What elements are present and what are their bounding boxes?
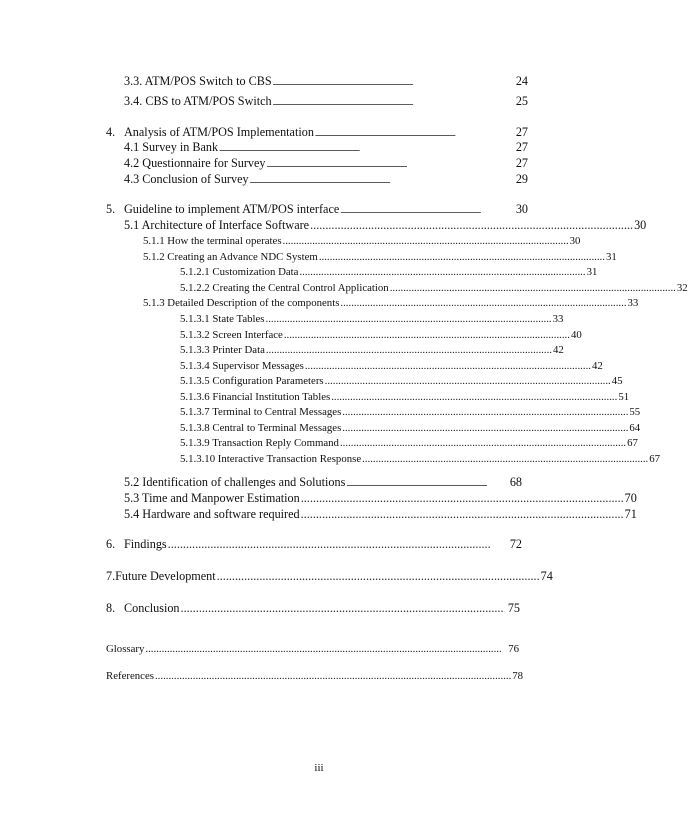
toc-entry-title: References xyxy=(106,670,154,682)
toc-entry-title: Guideline to implement ATM/POS interface xyxy=(124,202,340,216)
leader-dots: .......................................................................................................... xyxy=(282,235,569,247)
toc-entry-number: 7. xyxy=(106,569,116,583)
toc-entry-title: 4.3 Conclusion of Survey xyxy=(124,172,249,186)
toc-entry-title: 5.1.3.7 Terminal to Central Messages xyxy=(180,406,342,418)
toc-entry[interactable] xyxy=(124,140,528,155)
toc-entry-page: 31 xyxy=(605,251,617,263)
toc-entry-title: 5.1 Architecture of Interface Software xyxy=(124,218,310,232)
leader-dots: .......................................................................................................... xyxy=(265,313,552,325)
leader-dots: .................................................................................................................................... xyxy=(145,643,502,655)
toc-entry[interactable] xyxy=(180,313,564,325)
toc-entry-number: 8. xyxy=(106,601,116,615)
toc-entry-title: 5.3 Time and Manpower Estimation xyxy=(124,491,300,505)
toc-entry-title: 3.3. ATM/POS Switch to CBS xyxy=(124,74,272,88)
toc-entry-title: 5.1.2.1 Customization Data xyxy=(180,266,299,278)
toc-entry[interactable] xyxy=(106,125,528,140)
toc-entry-title: 5.1.3.10 Interactive Transaction Response xyxy=(180,453,362,465)
toc-entry-title: 5.1.3.5 Configuration Parameters xyxy=(180,375,324,387)
leader-dots: ............................................................................................................................................ xyxy=(219,144,360,153)
toc-entry[interactable] xyxy=(106,670,524,682)
toc-entry[interactable] xyxy=(180,422,641,434)
leader-dots: .......................................................................................................... xyxy=(389,282,676,294)
toc-entry[interactable] xyxy=(180,375,623,387)
page-number: iii xyxy=(314,762,324,774)
toc-entry[interactable] xyxy=(106,601,520,616)
toc-entry-page: 30 xyxy=(569,235,581,247)
toc-entry-page: 76 xyxy=(508,643,519,655)
toc-entry[interactable] xyxy=(106,643,519,655)
toc-entry-title: Conclusion xyxy=(124,601,180,615)
toc-entry-title: 3.4. CBS to ATM/POS Switch xyxy=(124,94,272,108)
toc-entry-title: Findings xyxy=(124,537,167,551)
toc-entry-title: Glossary xyxy=(106,643,145,655)
toc-entry-page: 67 xyxy=(649,453,661,465)
toc-entry[interactable] xyxy=(180,360,603,372)
leader-dots: .......................................................................................................... xyxy=(216,569,540,583)
toc-entry[interactable] xyxy=(124,507,637,522)
leader-dots: .......................................................................................................... xyxy=(300,507,624,521)
toc-entry[interactable] xyxy=(180,437,638,449)
toc-entry-page: 27 xyxy=(515,125,528,139)
leader-dots: ............................................................................................................................................ xyxy=(346,479,487,488)
toc-entry-page: 30 xyxy=(634,218,647,232)
toc-entry[interactable] xyxy=(106,569,553,584)
toc-entry-title: 5.1.1 How the terminal operates xyxy=(143,235,282,247)
toc-entry-page: 32 xyxy=(676,282,688,294)
toc-entry-page: 67 xyxy=(627,437,638,449)
leader-dots: .................................................................................................................................... xyxy=(154,670,512,682)
toc-entry-page: 51 xyxy=(618,391,630,403)
toc-entry-page: 33 xyxy=(552,313,564,325)
toc-entry-number: 4. xyxy=(106,125,116,139)
leader-dots: .......................................................................................................... xyxy=(167,537,491,551)
toc-entry[interactable] xyxy=(143,251,617,263)
toc-entry-title: Future Development xyxy=(115,569,216,583)
toc-entry-page: 68 xyxy=(509,475,522,489)
toc-entry[interactable] xyxy=(124,491,637,506)
toc-entry-title: 5.4 Hardware and software required xyxy=(124,507,300,521)
toc-entry-page: 24 xyxy=(515,74,528,88)
toc-entry-page: 78 xyxy=(512,670,524,682)
toc-entry-title: 5.1.3.6 Financial Institution Tables xyxy=(180,391,331,403)
leader-dots: .......................................................................................................... xyxy=(310,218,634,232)
leader-dots: ............................................................................................................................................ xyxy=(266,160,407,169)
toc-entry-title: Analysis of ATM/POS Implementation xyxy=(124,125,314,139)
leader-dots: .......................................................................................................... xyxy=(318,251,605,263)
toc-entry-page: 74 xyxy=(540,569,553,583)
leader-dots: .......................................................................................................... xyxy=(340,297,627,309)
toc-entry[interactable] xyxy=(180,266,598,278)
leader-dots: ............................................................................................................................................ xyxy=(249,176,390,185)
leader-dots: .......................................................................................................... xyxy=(300,491,624,505)
toc-entry-page: 27 xyxy=(515,140,528,154)
leader-dots: .......................................................................................................... xyxy=(283,329,570,341)
leader-dots: .......................................................................................................... xyxy=(324,375,611,387)
toc-entry-page: 42 xyxy=(591,360,603,372)
toc-entry-page: 64 xyxy=(629,422,641,434)
toc-entry[interactable] xyxy=(124,74,528,89)
toc-entry[interactable] xyxy=(180,282,688,294)
leader-dots: ............................................................................................................................................ xyxy=(340,206,481,215)
toc-entry-title: 4.2 Questionnaire for Survey xyxy=(124,156,266,170)
toc-entry-page: 33 xyxy=(627,297,639,309)
toc-entry-page: 31 xyxy=(586,266,598,278)
toc-entry[interactable] xyxy=(180,391,630,403)
toc-entry[interactable] xyxy=(124,94,528,109)
toc-entry-title: 5.1.3.9 Transaction Reply Command xyxy=(180,437,339,449)
toc-entry-title: 5.1.3 Detailed Description of the components xyxy=(143,297,340,309)
toc-entry-page: 45 xyxy=(611,375,623,387)
toc-entry-title: 5.1.3.8 Central to Terminal Messages xyxy=(180,422,342,434)
leader-dots: .......................................................................................................... xyxy=(339,437,627,449)
toc-entry-page: 70 xyxy=(624,491,637,505)
toc-entry-page: 25 xyxy=(515,94,528,108)
toc-entry-title: 5.1.3.1 State Tables xyxy=(180,313,265,325)
toc-entry[interactable] xyxy=(124,172,528,187)
toc-entry-page: 75 xyxy=(507,601,520,615)
toc-entry[interactable] xyxy=(143,297,639,309)
toc-entry[interactable] xyxy=(180,329,582,341)
toc-entry-title: 5.1.2 Creating an Advance NDC System xyxy=(143,251,318,263)
toc-entry-title: 5.2 Identification of challenges and Solutions xyxy=(124,475,346,489)
toc-entry-page: 72 xyxy=(509,537,522,551)
leader-dots: ............................................................................................................................................ xyxy=(272,78,413,87)
toc-entry[interactable] xyxy=(143,235,581,247)
leader-dots: .......................................................................................................... xyxy=(362,453,649,465)
toc-entry-page: 29 xyxy=(515,172,528,186)
leader-dots: .......................................................................................................... xyxy=(331,391,618,403)
toc-entry[interactable] xyxy=(124,475,522,490)
toc-entry-page: 30 xyxy=(515,202,528,216)
toc-entry[interactable] xyxy=(180,453,661,465)
leader-dots: .......................................................................................................... xyxy=(342,422,629,434)
toc-entry[interactable] xyxy=(180,406,641,418)
toc-entry[interactable] xyxy=(106,202,528,217)
toc-entry-number: 6. xyxy=(106,537,116,551)
toc-entry-page: 71 xyxy=(624,507,637,521)
toc-entry-page: 40 xyxy=(570,329,582,341)
toc-entry[interactable] xyxy=(124,156,528,171)
leader-dots: .......................................................................................................... xyxy=(265,344,552,356)
toc-entry-title: 5.1.3.4 Supervisor Messages xyxy=(180,360,304,372)
leader-dots: .......................................................................................................... xyxy=(299,266,586,278)
leader-dots: .......................................................................................................... xyxy=(180,601,504,615)
toc-entry-title: 5.1.3.2 Screen Interface xyxy=(180,329,283,341)
toc-entry-page: 27 xyxy=(515,156,528,170)
toc-entry[interactable] xyxy=(106,537,522,552)
leader-dots: .......................................................................................................... xyxy=(342,406,629,418)
leader-dots: .......................................................................................................... xyxy=(304,360,591,372)
leader-dots: ............................................................................................................................................ xyxy=(272,98,413,107)
toc-entry[interactable] xyxy=(180,344,564,356)
toc-entry[interactable] xyxy=(124,218,647,233)
toc-entry-number: 5. xyxy=(106,202,116,216)
toc-entry-page: 42 xyxy=(552,344,564,356)
toc-entry-title: 5.1.2.2 Creating the Central Control Application xyxy=(180,282,389,294)
toc-entry-title: 4.1 Survey in Bank xyxy=(124,140,219,154)
leader-dots: ............................................................................................................................................ xyxy=(314,129,455,138)
toc-entry-page: 55 xyxy=(629,406,641,418)
toc-entry-title: 5.1.3.3 Printer Data xyxy=(180,344,265,356)
